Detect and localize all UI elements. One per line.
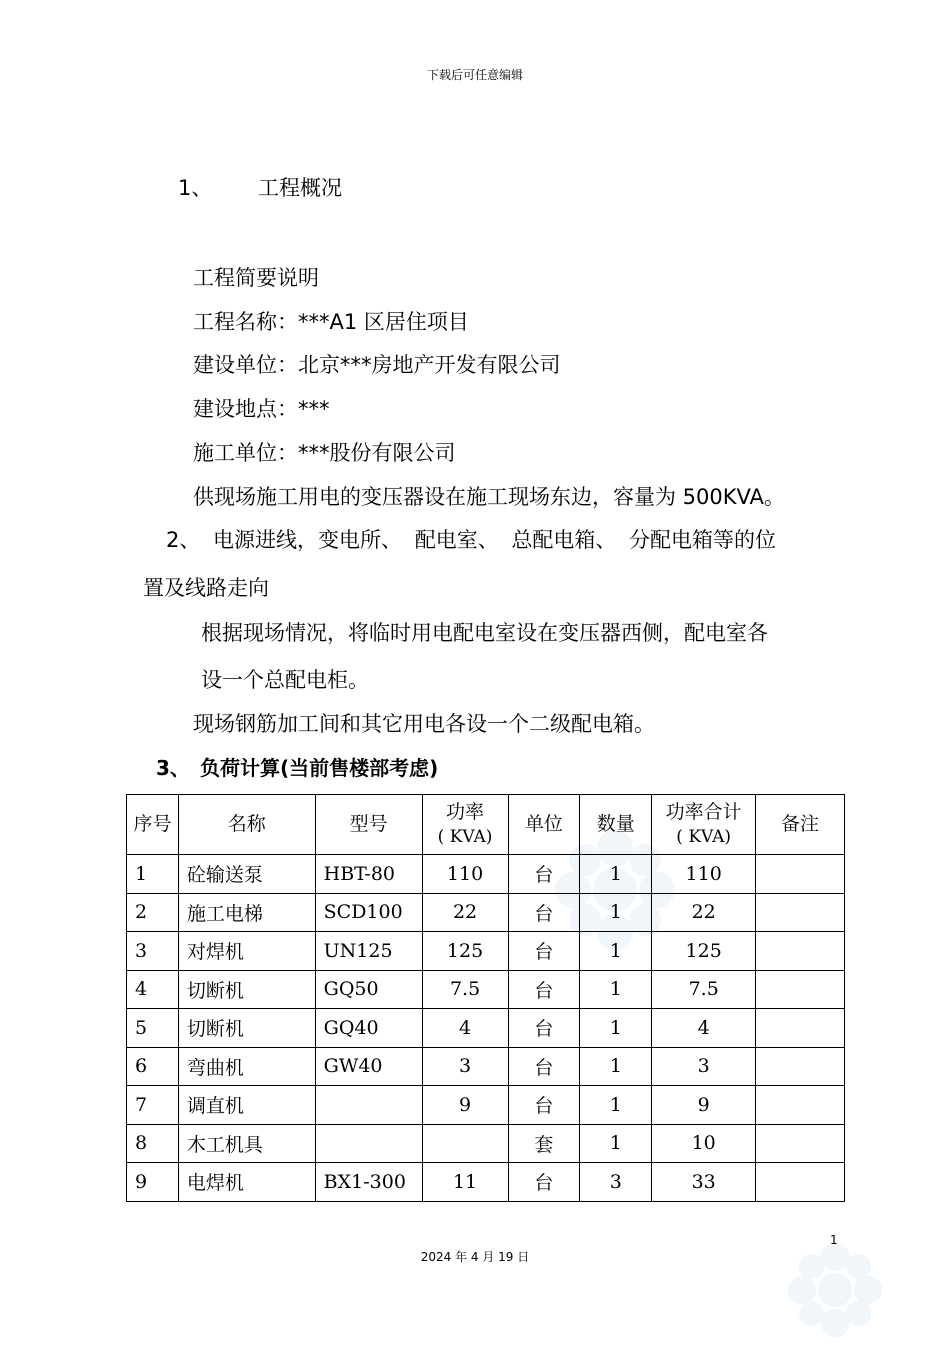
table-row [127,1086,845,1125]
cell-model: HBT-80 [315,855,422,894]
cell-qty: 1 [580,970,652,1009]
cell-name: 电焊机 [178,1163,315,1202]
header-total-line2: ( KVA) [676,826,732,847]
cell-unit: 套 [508,1124,580,1163]
cell-model: GW40 [315,1047,422,1086]
cell-total: 9 [652,1086,756,1125]
cell-name: 木工机具 [178,1124,315,1163]
cell-seq: 3 [127,932,179,971]
cell-power: 3 [422,1047,508,1086]
header-remark: 备注 [756,795,845,855]
location-line: 建设地点：*** [193,397,330,421]
section-3-number: 3、 [156,756,190,780]
cell-name: 弯曲机 [178,1047,315,1086]
cell-power: 4 [422,1009,508,1048]
section-2-title-line1: 2、 电源进线，变电所、 配电室、 总配电箱、 分配电箱等的位 [166,528,777,552]
cell-unit: 台 [508,1009,580,1048]
header-power-line1: 功率 [446,801,485,824]
page-footer-date: 2024 年 4 月 19 日 [420,1250,530,1264]
header-total [652,795,756,855]
cell-model: GQ40 [315,1009,422,1048]
cell-seq: 4 [127,970,179,1009]
header-qty: 数量 [580,795,652,855]
cell-total: 22 [652,893,756,932]
cell-remark [756,1086,845,1125]
page-header: 下载后可任意编辑 [426,68,523,82]
project-name-line: 工程名称：***A1 区居住项目 [193,310,469,334]
cell-seq: 9 [127,1163,179,1202]
cell-seq: 8 [127,1124,179,1163]
table-row [127,1124,845,1163]
cell-seq: 7 [127,1086,179,1125]
cell-total: 125 [652,932,756,971]
cell-qty: 1 [580,1047,652,1086]
header-power-line2: ( KVA) [437,826,493,847]
cell-qty: 1 [580,893,652,932]
cell-seq: 1 [127,855,179,894]
cell-name: 调直机 [178,1086,315,1125]
cell-power: 110 [422,855,508,894]
overview-subtitle: 工程简要说明 [193,266,319,290]
cell-name: 砼输送泵 [178,855,315,894]
transformer-line: 供现场施工用电的变压器设在施工现场东边，容量为 500KVA。 [193,485,785,509]
cell-total: 4 [652,1009,756,1048]
cell-remark [756,1047,845,1086]
cell-unit: 台 [508,1086,580,1125]
cell-name: 对焊机 [178,932,315,971]
cell-total: 3 [652,1047,756,1086]
cell-power: 7.5 [422,970,508,1009]
cell-remark [756,1009,845,1048]
cell-name: 施工电梯 [178,893,315,932]
cell-unit: 台 [508,855,580,894]
cell-model: GQ50 [315,970,422,1009]
header-name: 名称 [178,795,315,855]
table-row [127,970,845,1009]
table-row [127,1163,845,1202]
cell-model: BX1-300 [315,1163,422,1202]
cell-unit: 台 [508,1047,580,1086]
section-2-title-line2: 置及线路走向 [143,576,269,600]
section-2-para2: 现场钢筋加工间和其它用电各设一个二级配电箱。 [193,712,655,736]
table-row [127,893,845,932]
table-row [127,1009,845,1048]
cell-qty: 1 [580,1086,652,1125]
section-3-title: 负荷计算(当前售楼部考虑) [200,756,439,780]
cell-unit: 台 [508,893,580,932]
cell-remark [756,1124,845,1163]
section-1-number: 1、 [178,176,213,200]
cell-seq: 2 [127,893,179,932]
header-total-line1: 功率合计 [665,801,742,824]
cell-unit: 台 [508,1163,580,1202]
table-row [127,1047,845,1086]
table-row [127,855,845,894]
cell-total: 10 [652,1124,756,1163]
cell-power [422,1124,508,1163]
cell-name: 切断机 [178,1009,315,1048]
section-2-para1-line1: 根据现场情况，将临时用电配电室设在变压器西侧，配电室各 [201,621,768,645]
cell-remark [756,1163,845,1202]
cell-qty: 1 [580,1009,652,1048]
load-calculation-table [126,794,845,1202]
section-2-para1-line2: 设一个总配电柜。 [201,668,369,692]
header-power [422,795,508,855]
cell-remark [756,855,845,894]
contractor-line: 施工单位：***股份有限公司 [193,441,456,465]
cell-seq: 5 [127,1009,179,1048]
cell-remark [756,970,845,1009]
cell-unit: 台 [508,970,580,1009]
cell-total: 7.5 [652,970,756,1009]
cell-power: 9 [422,1086,508,1125]
cell-power: 11 [422,1163,508,1202]
header-seq: 序号 [127,795,179,855]
cell-model: UN125 [315,932,422,971]
cell-power: 22 [422,893,508,932]
owner-line: 建设单位：北京***房地产开发有限公司 [193,353,561,377]
table-header-row [127,795,845,855]
cell-name: 切断机 [178,970,315,1009]
header-unit: 单位 [508,795,580,855]
cell-model: SCD100 [315,893,422,932]
cell-qty: 3 [580,1163,652,1202]
cell-model [315,1124,422,1163]
cell-qty: 1 [580,1124,652,1163]
cell-total: 33 [652,1163,756,1202]
cell-seq: 6 [127,1047,179,1086]
cell-model [315,1086,422,1125]
header-model: 型号 [315,795,422,855]
cell-unit: 台 [508,932,580,971]
section-1-title: 工程概况 [258,176,342,200]
cell-power: 125 [422,932,508,971]
cell-qty: 1 [580,932,652,971]
cell-remark [756,932,845,971]
page-number: 1 [830,1233,838,1247]
cell-total: 110 [652,855,756,894]
table-row [127,932,845,971]
cell-remark [756,893,845,932]
cell-qty: 1 [580,855,652,894]
